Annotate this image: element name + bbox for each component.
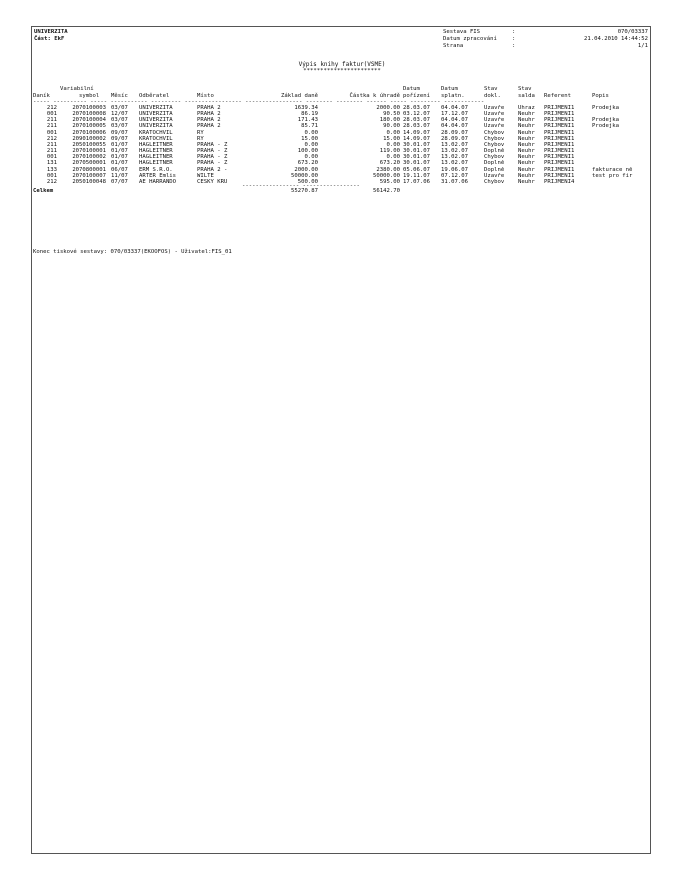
cell-misto: RY <box>197 129 204 136</box>
cell-datum-spl: 13.02.07 <box>441 160 468 167</box>
cell-referent: PRIJMENI1 <box>544 123 575 130</box>
cell-zaklad: 2000.00 <box>294 166 318 173</box>
cell-mesic: 01/07 <box>111 154 128 161</box>
col-castka: Částka k úhradě <box>349 93 400 99</box>
cell-odberatel: HAGLEITNER <box>139 160 173 167</box>
header-separator: ----- ---------- ----- ----------- --------- ----------------- ----------------- -------- -------- ------ ----- --------- ------------ <box>33 99 485 105</box>
cell-stav-dokl: Chybov <box>484 178 505 185</box>
cell-datum-por: 30.01.07 <box>403 160 430 167</box>
cell-datum-por: 30.01.07 <box>403 141 430 148</box>
cell-stav-salda: Neuhr <box>518 166 535 173</box>
cell-stav-salda: Neuhr <box>518 141 535 148</box>
cell-variabilni: 2070100004 <box>72 117 106 124</box>
cell-datum-spl: 28.09.07 <box>441 135 468 142</box>
cell-misto: PRAHA 2 - <box>197 166 228 173</box>
col-misto: Místo <box>197 93 214 99</box>
cell-danik: 131 <box>46 160 57 167</box>
cell-danik: 211 <box>46 117 57 124</box>
col-datum-por-2: pořízení <box>403 93 430 99</box>
cell-zaklad: 0.00 <box>304 129 318 136</box>
cell-castka: 2000.00 <box>376 105 400 111</box>
cell-referent: PRIJMENI1 <box>544 105 575 111</box>
cell-zaklad: 0.00 <box>304 154 318 161</box>
cell-mesic: 01/07 <box>111 160 128 167</box>
col-mesic: Měsíc <box>111 93 128 99</box>
col-stav-dokl-2: dokl. <box>484 93 501 99</box>
cell-castka: 0.00 <box>386 129 400 136</box>
cell-stav-dokl: Doplně <box>484 148 505 155</box>
cell-stav-salda: Neuhr <box>518 178 535 185</box>
org-name: UNIVERZITA <box>34 29 68 35</box>
col-stav-salda-2: salda <box>518 93 535 99</box>
cell-castka: 673.20 <box>379 160 400 167</box>
cell-mesic: 09/07 <box>111 135 128 142</box>
cell-castka: 90.00 <box>383 123 400 130</box>
cell-datum-spl: 07.12.07 <box>441 172 468 179</box>
cell-castka: 0.00 <box>386 141 400 148</box>
report-page <box>31 26 651 854</box>
cell-stav-dokl: Chybov <box>484 154 505 161</box>
cell-datum-por: 28.03.07 <box>403 117 430 124</box>
cell-castka: 595.00 <box>379 178 400 185</box>
cell-castka: 0.00 <box>386 154 400 161</box>
cell-misto: PRAHA 2 <box>197 105 221 111</box>
cell-stav-salda: Neuhr <box>518 160 535 167</box>
cell-datum-spl: 19.06.07 <box>441 166 468 173</box>
cell-misto: PRAHA 2 <box>197 117 221 124</box>
cell-castka: 50000.00 <box>373 172 400 179</box>
cell-stav-dokl: Doplně <box>484 160 505 167</box>
cell-odberatel: KRATOCHVIL <box>139 129 173 136</box>
cell-variabilni: 2070500001 <box>72 160 106 167</box>
cell-variabilni: 2070100007 <box>72 172 106 179</box>
col-odberatel: Odběratel <box>139 93 170 99</box>
col-popis: Popis <box>592 93 609 99</box>
cell-danik: 001 <box>46 129 57 136</box>
cell-stav-dokl: Uzavře <box>484 105 505 111</box>
cell-popis: test pro fir <box>592 172 633 179</box>
report-title: Výpis knihy faktur(VSME) <box>298 61 386 68</box>
cell-mesic: 12/07 <box>111 111 128 118</box>
cell-datum-por: 19.11.07 <box>403 172 430 179</box>
cell-mesic: 03/07 <box>111 105 128 111</box>
cell-variabilni: 2050100048 <box>72 178 106 185</box>
cell-variabilni: 2090100002 <box>72 135 106 142</box>
col-danik: Daník <box>33 93 50 99</box>
cell-zaklad: 15.00 <box>301 135 318 142</box>
cell-misto: PRAHA 2 <box>197 111 221 118</box>
cell-datum-spl: 04.04.07 <box>441 117 468 124</box>
cell-variabilni: 2050100055 <box>72 141 106 148</box>
cell-variabilni: 2070100001 <box>72 148 106 155</box>
cell-mesic: 01/07 <box>111 141 128 148</box>
totals-separator: ----------------- ----------------- <box>242 183 360 189</box>
cell-misto: PRAHA 2 <box>197 123 221 130</box>
cell-mesic: 09/07 <box>111 129 128 136</box>
cell-castka: 119.00 <box>379 148 400 155</box>
cell-danik: 211 <box>46 141 57 148</box>
cell-datum-spl: 04.04.07 <box>441 105 468 111</box>
cell-referent: PRIJMENI1 <box>544 117 575 124</box>
col-variabilni-2: symbol <box>79 93 100 99</box>
cell-misto: ČESKY KRU <box>197 178 228 185</box>
cell-variabilni: 2070100005 <box>72 123 106 130</box>
cell-referent: PRIJMENI1 <box>544 154 575 161</box>
cell-variabilni: 2070100006 <box>72 129 106 136</box>
cell-danik: 212 <box>46 135 57 142</box>
cell-castka: 2380.00 <box>376 166 400 173</box>
totals-castka: 56142.70 <box>373 188 400 194</box>
cell-odberatel: KRATOCHVIL <box>139 135 173 142</box>
org-part: Část: EkF <box>34 36 65 42</box>
totals-zaklad: 55270.87 <box>291 188 318 194</box>
cell-stav-salda: Uhraz <box>518 105 535 111</box>
cell-danik: 212 <box>46 105 57 111</box>
cell-castka: 90.50 <box>383 111 400 118</box>
meta-colon: : <box>512 36 516 42</box>
cell-popis: Prodejka <box>592 117 619 124</box>
cell-mesic: 06/07 <box>111 166 128 173</box>
cell-datum-por: 14.09.07 <box>403 129 430 136</box>
cell-odberatel: UNIVERZITA <box>139 111 173 118</box>
col-stav-dokl-1: Stav <box>484 86 498 92</box>
cell-datum-spl: 28.09.07 <box>441 129 468 136</box>
cell-variabilni: 2070100002 <box>72 154 106 161</box>
cell-zaklad: 85.71 <box>301 123 318 130</box>
cell-stav-dokl: Uzavře <box>484 123 505 130</box>
cell-misto: PRAHA - Z <box>197 148 228 155</box>
cell-referent: PRIJMENI1 <box>544 172 575 179</box>
cell-datum-spl: 31.07.06 <box>441 178 468 185</box>
cell-referent: PRIJMENI1 <box>544 160 575 167</box>
cell-zaklad: 171.43 <box>297 117 318 124</box>
cell-misto: RY <box>197 135 204 142</box>
cell-datum-por: 03.12.07 <box>403 111 430 118</box>
cell-datum-por: 28.03.07 <box>403 123 430 130</box>
cell-referent: PRIJMENI1 <box>544 111 575 118</box>
cell-mesic: 03/07 <box>111 123 128 130</box>
meta-colon: : <box>512 43 516 49</box>
totals-label: Celkem <box>33 188 54 194</box>
cell-odberatel: AE HARRANDO <box>139 178 177 185</box>
cell-referent: PRIJMENI1 <box>544 129 575 136</box>
col-datum-spl-1: Datum <box>441 86 458 92</box>
cell-castka: 180.00 <box>379 117 400 124</box>
cell-stav-salda: Neuhr <box>518 123 535 130</box>
cell-misto: PRAHA - Z <box>197 154 228 161</box>
cell-odberatel: UNIVERZITA <box>139 117 173 124</box>
cell-zaklad: 100.00 <box>297 148 318 155</box>
meta-label-page: Strana <box>443 43 464 49</box>
meta-label-date: Datum zpracování <box>443 36 497 42</box>
cell-zaklad: 86.19 <box>301 111 318 118</box>
cell-stav-dokl: Uzavře <box>484 111 505 118</box>
cell-stav-salda: Neuhr <box>518 154 535 161</box>
report-footer: Konec tiskové sestavy: 070/03337(EKOOFOS) - Uživatel:FIS_01 <box>33 249 232 255</box>
meta-value-page: 1/1 <box>637 43 648 49</box>
cell-stav-salda: Neuhr <box>518 172 535 179</box>
cell-mesic: 07/07 <box>111 178 128 185</box>
cell-misto: WILTE <box>197 172 214 179</box>
cell-datum-por: 14.09.07 <box>403 135 430 142</box>
cell-mesic: 01/07 <box>111 148 128 155</box>
meta-label-report: Sestava FIS <box>443 29 481 35</box>
cell-referent: PRIJMENI1 <box>544 141 575 148</box>
cell-danik: 211 <box>46 148 57 155</box>
meta-value-date: 21.04.2010 14:44:52 <box>584 36 648 42</box>
cell-variabilni: 2070800001 <box>72 166 106 173</box>
cell-stav-dokl: Uzavře <box>484 117 505 124</box>
cell-zaklad: 50000.00 <box>291 172 318 179</box>
cell-danik: 001 <box>46 154 57 161</box>
cell-danik: 133 <box>46 166 57 173</box>
meta-colon: : <box>512 29 516 35</box>
cell-zaklad: 0.00 <box>304 141 318 148</box>
col-stav-salda-1: Stav <box>518 86 532 92</box>
col-referent: Referent <box>544 93 571 99</box>
cell-stav-dokl: Doplně <box>484 166 505 173</box>
cell-datum-spl: 17.12.07 <box>441 111 468 118</box>
cell-stav-salda: Neuhr <box>518 117 535 124</box>
cell-danik: 001 <box>46 111 57 118</box>
cell-datum-spl: 04.04.07 <box>441 123 468 130</box>
cell-mesic: 11/07 <box>111 172 128 179</box>
cell-stav-salda: Neuhr <box>518 135 535 142</box>
cell-odberatel: HAGLEITNER <box>139 148 173 155</box>
cell-datum-por: 30.01.07 <box>403 148 430 155</box>
cell-stav-dokl: Chybov <box>484 129 505 136</box>
cell-referent: PRIJMENI1 <box>544 166 575 173</box>
cell-datum-por: 28.03.07 <box>403 105 430 111</box>
cell-zaklad: 500.00 <box>297 178 318 185</box>
cell-zaklad: 673.20 <box>297 160 318 167</box>
col-datum-por-1: Datum <box>403 86 420 92</box>
cell-variabilni: 2070100003 <box>72 105 106 111</box>
cell-danik: 001 <box>46 172 57 179</box>
col-variabilni-1: Variabilní <box>60 86 94 92</box>
cell-stav-dokl: Chybov <box>484 135 505 142</box>
cell-stav-salda: Neuhr <box>518 148 535 155</box>
report-title-underline: *********************** <box>303 68 381 74</box>
cell-popis: Prodejka <box>592 123 619 130</box>
cell-danik: 211 <box>46 123 57 130</box>
meta-value-report: 070/03337 <box>617 29 648 35</box>
cell-referent: PRIJMENI4 <box>544 178 575 185</box>
cell-danik: 212 <box>46 178 57 185</box>
cell-odberatel: ERM S.R.O. <box>139 166 173 173</box>
cell-variabilni: 2070100008 <box>72 111 106 118</box>
cell-referent: PRIJMENI1 <box>544 135 575 142</box>
cell-castka: 15.00 <box>383 135 400 142</box>
cell-stav-salda: Neuhr <box>518 111 535 118</box>
cell-odberatel: ARTER Emlis <box>139 172 177 179</box>
cell-misto: PRAHA - Z <box>197 160 228 167</box>
cell-stav-salda: Neuhr <box>518 129 535 136</box>
cell-zaklad: 1639.34 <box>294 105 318 111</box>
col-zaklad: Základ daně <box>280 93 318 99</box>
cell-datum-spl: 13.02.07 <box>441 148 468 155</box>
cell-datum-por: 17.07.06 <box>403 178 430 185</box>
cell-datum-por: 30.01.07 <box>403 154 430 161</box>
cell-datum-spl: 13.02.07 <box>441 141 468 148</box>
cell-referent: PRIJMENI1 <box>544 148 575 155</box>
cell-mesic: 03/07 <box>111 117 128 124</box>
cell-datum-spl: 13.02.07 <box>441 154 468 161</box>
col-datum-spl-2: splatn. <box>441 93 465 99</box>
cell-popis: fakturace ně <box>592 166 633 173</box>
cell-popis: Prodejka <box>592 105 619 111</box>
cell-odberatel: UNIVERZITA <box>139 123 173 130</box>
cell-datum-por: 05.06.07 <box>403 166 430 173</box>
cell-odberatel: HAGLEITNER <box>139 141 173 148</box>
cell-odberatel: HAGLEITNER <box>139 154 173 161</box>
cell-misto: PRAHA - Z <box>197 141 228 148</box>
cell-stav-dokl: Uzavře <box>484 172 505 179</box>
cell-stav-dokl: Chybov <box>484 141 505 148</box>
cell-odberatel: UNIVERZITA <box>139 105 173 111</box>
